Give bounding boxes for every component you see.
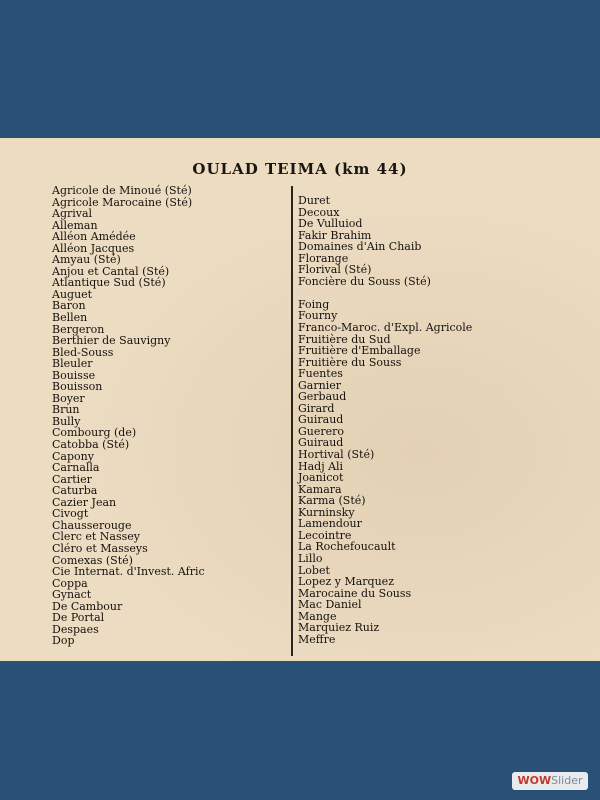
list-item: Catobba (Sté) [52, 438, 130, 452]
left-name-column [52, 185, 205, 647]
list-item: Fruitière du Sud [298, 332, 391, 346]
list-item: Carnalla [52, 461, 100, 475]
wowslider-logo[interactable] [512, 772, 588, 790]
logo-brand-a: WOW [517, 774, 552, 787]
list-item: De Cambour [52, 599, 123, 613]
list-item: Decoux [298, 205, 340, 219]
list-item: Boyer [52, 391, 85, 405]
list-item: Kurninsky [298, 505, 355, 519]
list-item: Girard [298, 401, 335, 415]
list-item: Fruitière d'Emballage [298, 344, 421, 358]
list-item: Florange [298, 251, 349, 265]
list-item: De Vulluiod [298, 217, 363, 231]
list-item: Joanicot [298, 471, 344, 485]
list-item: Marocaine du Souss [298, 586, 412, 600]
list-item: Anjou et Cantal (Sté) [52, 264, 170, 278]
list-item: Alleman [52, 218, 98, 232]
list-item: Comexas (Sté) [52, 553, 133, 567]
list-item: Marquiez Ruiz [298, 621, 380, 635]
list-item: Karma (Sté) [298, 494, 366, 508]
list-item: Lecointre [298, 528, 352, 542]
list-item: Alléon Jacques [52, 241, 135, 255]
list-item: Domaines d'Ain Chaib [298, 240, 422, 254]
list-item: Clerc et Nassey [52, 530, 140, 544]
list-item: Cie Internat. d'Invest. Afric [52, 565, 205, 579]
list-item: Despaes [52, 622, 99, 636]
list-item: Cartier [52, 472, 92, 486]
list-item: Agricole de Minoué (Sté) [52, 184, 192, 197]
logo-brand-b: Slider [551, 774, 583, 787]
list-item: Garnier [298, 378, 341, 392]
list-item: Lillo [298, 551, 323, 565]
list-item: Foing [298, 297, 330, 311]
list-item: De Portal [52, 611, 105, 625]
list-item: Fruitière du Souss [298, 355, 402, 369]
list-item: Cazier Jean [52, 495, 117, 509]
list-item: Combourg (de) [52, 426, 137, 440]
list-item: Bouisse [52, 368, 96, 382]
list-item: Florival (Sté) [298, 263, 372, 277]
list-item: Foncière du Souss (Sté) [298, 274, 431, 288]
list-item: Hadj Ali [298, 459, 344, 473]
list-item: Agricole Marocaine (Sté) [52, 195, 193, 209]
list-item: Lamendour [298, 517, 362, 531]
list-item: Lopez y Marquez [298, 575, 394, 589]
list-item: Agrival [52, 207, 93, 221]
list-item: Kamara [298, 482, 342, 496]
list-item: Meffre [298, 632, 336, 646]
list-item: Caturba [52, 484, 98, 498]
list-item: Dop [52, 634, 75, 648]
list-item: Gerbaud [298, 390, 347, 404]
list-item: Fakir Brahim [298, 228, 372, 242]
list-item: Bouisson [52, 380, 103, 394]
list-item: Mange [298, 609, 337, 623]
list-item: Bergeron [52, 322, 105, 336]
list-item: Atlantique Sud (Sté) [52, 276, 166, 290]
list-item: Hortival (Sté) [298, 448, 375, 462]
list-item: Chausserouge [52, 518, 132, 532]
list-item: Guiraud [298, 436, 344, 450]
list-item: Alléon Amédée [52, 230, 136, 244]
list-item: Bleuler [52, 357, 93, 371]
list-item: Lobet [298, 563, 330, 577]
list-item: Bled-Souss [52, 345, 114, 359]
column-divider [291, 186, 293, 656]
list-item: Guerero [298, 424, 345, 438]
list-item: La Rochefoucault [298, 540, 396, 554]
list-item: Capony [52, 449, 94, 463]
list-item: Civogt [52, 507, 89, 521]
list-item: Franco-Maroc. d'Expl. Agricole [298, 321, 473, 335]
list-item: Auguet [52, 287, 93, 301]
list-item: Berthier de Sauvigny [52, 334, 171, 348]
list-item: Coppa [52, 576, 88, 590]
list-item: Guiraud [298, 413, 344, 427]
list-item: Mac Daniel [298, 598, 362, 612]
list-item: Bully [52, 414, 81, 428]
list-item: Cléro et Masseys [52, 541, 148, 555]
list-item: Fourny [298, 309, 338, 323]
page-title: OULAD TEIMA (km 44) [192, 160, 408, 178]
list-item: Amyau (Sté) [52, 253, 121, 267]
list-item: Brun [52, 403, 80, 417]
right-name-column [298, 195, 472, 645]
list-item: Bellen [52, 311, 88, 325]
list-item: Baron [52, 299, 86, 313]
list-item: Gynact [52, 588, 92, 602]
list-item: Fuentes [298, 367, 343, 381]
scanned-page [0, 138, 600, 661]
list-item: Duret [298, 194, 331, 207]
